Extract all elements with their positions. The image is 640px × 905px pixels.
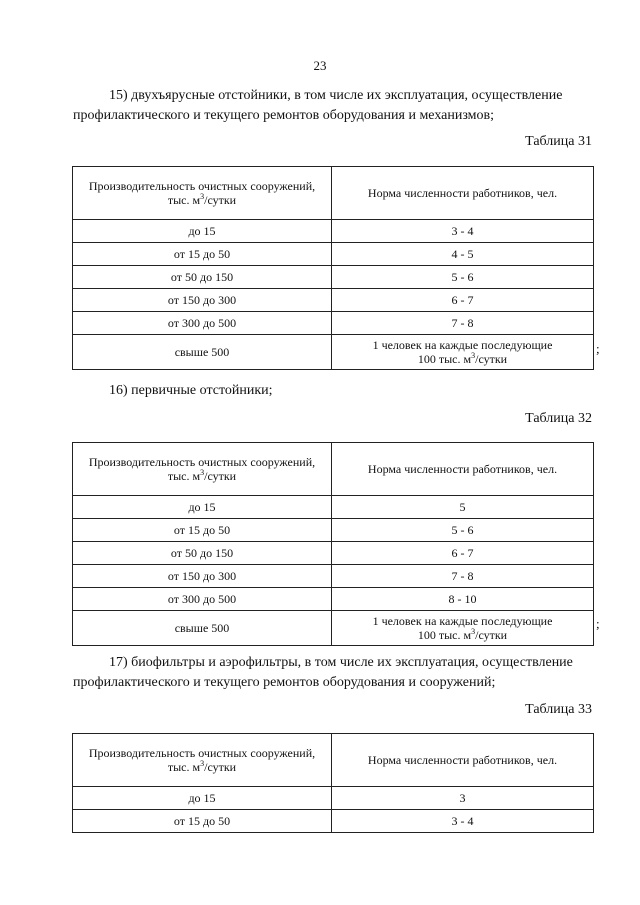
table-caption: Таблица 31 — [525, 134, 592, 149]
norm-cell: 5 - 6 — [332, 266, 594, 289]
capacity-cell: от 15 до 50 — [73, 519, 332, 542]
table-header-row — [73, 167, 594, 220]
table-caption: Таблица 33 — [525, 702, 592, 717]
norm-cell: 5 - 6 — [332, 519, 594, 542]
table-row — [73, 565, 594, 588]
norm-cell: 3 - 4 — [332, 810, 594, 833]
staffing-table-33 — [72, 733, 594, 833]
capacity-cell: до 15 — [73, 496, 332, 519]
capacity-cell: от 50 до 150 — [73, 542, 332, 565]
norm-cell: 7 - 8 — [332, 565, 594, 588]
header-norm: Норма численности работников, чел. — [332, 734, 594, 787]
trailing-semicolon: ; — [596, 616, 600, 631]
norm-cell: 6 - 7 — [332, 542, 594, 565]
capacity-cell: от 150 до 300 — [73, 289, 332, 312]
capacity-cell: от 15 до 50 — [73, 243, 332, 266]
paragraph-line: профилактического и текущего ремонтов оборудования и механизмов; — [73, 108, 495, 123]
norm-cell: 1 человек на каждые последующие 100 тыс. $м^3$/сутки — [332, 335, 594, 370]
norm-cell: 4 - 5 — [332, 243, 594, 266]
table-row — [73, 519, 594, 542]
capacity-cell: до 15 — [73, 220, 332, 243]
table-row — [73, 542, 594, 565]
header-norm: Норма численности работников, чел. — [332, 443, 594, 496]
capacity-cell: от 300 до 500 — [73, 588, 332, 611]
table-row — [73, 787, 594, 810]
table-row — [73, 220, 594, 243]
norm-cell: 3 — [332, 787, 594, 810]
capacity-cell: от 300 до 500 — [73, 312, 332, 335]
capacity-cell: от 150 до 300 — [73, 565, 332, 588]
trailing-semicolon: ; — [596, 341, 600, 356]
paragraph-line: 17) биофильтры и аэрофильтры, в том числе их эксплуатация, осуществление — [109, 655, 573, 670]
norm-cell: 5 — [332, 496, 594, 519]
norm-cell: 6 - 7 — [332, 289, 594, 312]
page-number: 23 — [313, 58, 327, 73]
header-capacity: Производительность очистных сооружений, тыс. $м^3$/сутки — [73, 167, 332, 220]
header-norm: Норма численности работников, чел. — [332, 167, 594, 220]
table-row — [73, 243, 594, 266]
capacity-cell: от 50 до 150 — [73, 266, 332, 289]
capacity-cell: свыше 500 — [73, 335, 332, 370]
header-capacity: Производительность очистных сооружений, тыс. $м^3$/сутки — [73, 734, 332, 787]
table-header-row — [73, 443, 594, 496]
table-row — [73, 810, 594, 833]
norm-cell: 7 - 8 — [332, 312, 594, 335]
header-capacity: Производительность очистных сооружений, тыс. $м^3$/сутки — [73, 443, 332, 496]
capacity-cell: свыше 500 — [73, 611, 332, 646]
table-row — [73, 289, 594, 312]
table-row — [73, 611, 594, 646]
table-row — [73, 588, 594, 611]
table-header-row — [73, 734, 594, 787]
capacity-cell: до 15 — [73, 787, 332, 810]
paragraph-line: профилактического и текущего ремонтов оборудования и сооружений; — [73, 675, 496, 690]
paragraph-item-17 — [73, 653, 593, 693]
staffing-table-32 — [72, 442, 594, 646]
staffing-table-31 — [72, 166, 594, 370]
paragraph-line: 16) первичные отстойники; — [109, 383, 273, 398]
table-row — [73, 335, 594, 370]
norm-cell: 3 - 4 — [332, 220, 594, 243]
table-row — [73, 312, 594, 335]
norm-cell: 1 человек на каждые последующие 100 тыс. $м^3$/сутки — [332, 611, 594, 646]
table-caption: Таблица 32 — [525, 411, 592, 426]
paragraph-line: 15) двухъярусные отстойники, в том числе их эксплуатация, осуществление — [109, 88, 563, 103]
paragraph-item-15 — [73, 86, 593, 126]
capacity-cell: от 15 до 50 — [73, 810, 332, 833]
norm-cell: 8 - 10 — [332, 588, 594, 611]
table-row — [73, 266, 594, 289]
table-row — [73, 496, 594, 519]
paragraph-item-16 — [73, 381, 593, 401]
